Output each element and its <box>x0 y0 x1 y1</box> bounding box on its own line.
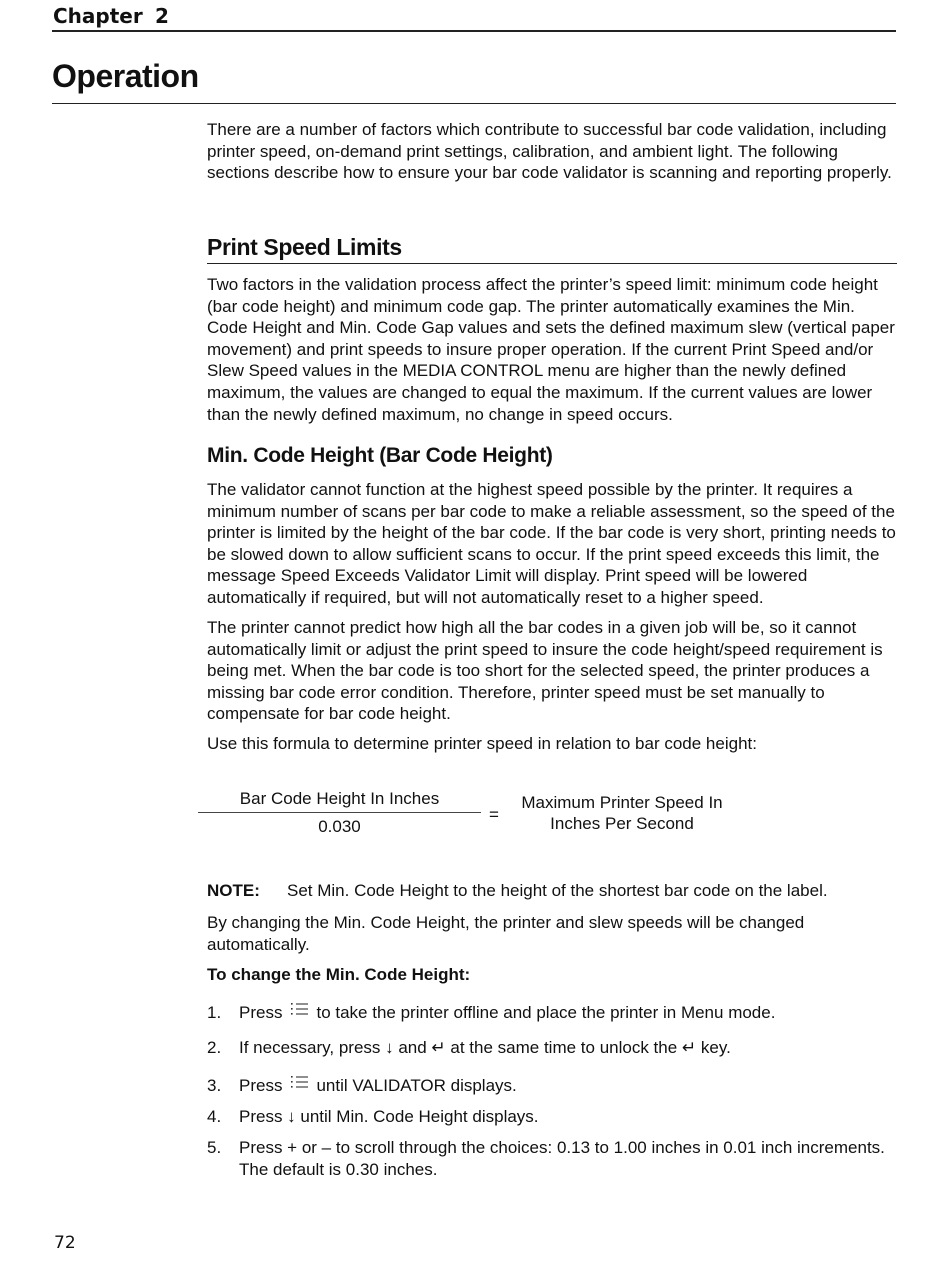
step-number: 4. <box>207 1107 222 1126</box>
step-text: If necessary, press ↓ and ↵ at the same time to unlock the ↵ key. <box>239 1038 731 1057</box>
speed-formula <box>198 786 758 846</box>
menu-icon <box>290 1075 310 1099</box>
min-code-height-paragraph-2: The printer cannot predict how high all the bar codes in a given job will be, so it cannot automatically limit or adjust the print speed to insure the code height/speed requirement is being met. When the bar code is too short for the selected speed, the printer produces a missing bar code error condition. Therefore, printer speed must be set manually to compensate for bar code height. <box>207 618 883 724</box>
menu-icon <box>290 1002 310 1026</box>
step-number: 2. <box>207 1038 222 1057</box>
fraction-bar <box>198 812 481 813</box>
section-heading-min-code-height: Min. Code Height (Bar Code Height) <box>207 444 553 467</box>
step-number: 5. <box>207 1138 222 1157</box>
step-text: Press until VALIDATOR displays. <box>239 1075 897 1099</box>
min-code-height-paragraph-3: By changing the Min. Code Height, the printer and slew speeds will be changed automatically. <box>207 913 805 954</box>
step-number: 3. <box>207 1076 222 1095</box>
section-heading-print-speed-limits: Print Speed Limits <box>207 233 897 264</box>
chapter-label: Chapter <box>53 4 143 28</box>
print-speed-limits-paragraph: Two factors in the validation process affect the printer’s speed limit: minimum code height (bar code height) and minimum code gap. The printer automatically examines the Min. Code Height and Min. Code Gap values and sets the defined maximum slew (vertical paper movement) and print speeds to insure proper operation. If the current Print Speed and/or Slew Speed values in the MEDIA CONTROL menu are higher than the newly defined maximum, the values are changed to equal the maximum. If the current values are lower than the newly defined maximum, no change in speed occurs. <box>207 275 895 424</box>
procedure-title: To change the Min. Code Height: <box>207 965 471 984</box>
step-text: Press + or – to scroll through the choices: 0.13 to 1.00 inches in 0.01 inch increments. The default is 0.30 inches. <box>239 1138 885 1179</box>
note-label: NOTE: <box>207 881 260 900</box>
intro-paragraph: There are a number of factors which contribute to successful bar code validation, including printer speed, on-demand print settings, calibration, and ambient light. The following sections describe how to ensure your bar code validator is scanning and reporting properly. <box>207 120 892 183</box>
formula-result-line-2: Inches Per Second <box>550 814 694 833</box>
chapter-header <box>52 2 896 32</box>
min-code-height-paragraph-1: The validator cannot function at the highest speed possible by the printer. It requires a minimum number of scans per bar code to make a reliable assessment, so the speed of the printer is limited by the height of the bar code. If the bar code is very short, printing needs to be slowed down to allow sufficient scans to occur. If the print speed exceeds this limit, the message Speed Exceeds Validator Limit will display. Print speed will be lowered automatically if required, but will not automatically reset to a higher speed. <box>207 480 896 607</box>
step-text: Press ↓ until Min. Code Height displays. <box>239 1107 539 1126</box>
page-number: 72 <box>54 1233 76 1253</box>
step-text: Press to take the printer offline and place the printer in Menu mode. <box>239 1002 897 1026</box>
step-number: 1. <box>207 1003 222 1022</box>
formula-result <box>508 792 736 834</box>
formula-denominator: 0.030 <box>318 817 361 836</box>
page-title: Operation <box>52 56 896 104</box>
formula-numerator: Bar Code Height In Inches <box>239 789 440 808</box>
chapter-number: 2 <box>155 4 169 28</box>
note-text: Set Min. Code Height to the height of the shortest bar code on the label. <box>287 881 828 900</box>
formula-equals-sign: = <box>489 805 499 824</box>
formula-result-line-1: Maximum Printer Speed In <box>521 793 723 812</box>
formula-intro: Use this formula to determine printer speed in relation to bar code height: <box>207 734 757 753</box>
